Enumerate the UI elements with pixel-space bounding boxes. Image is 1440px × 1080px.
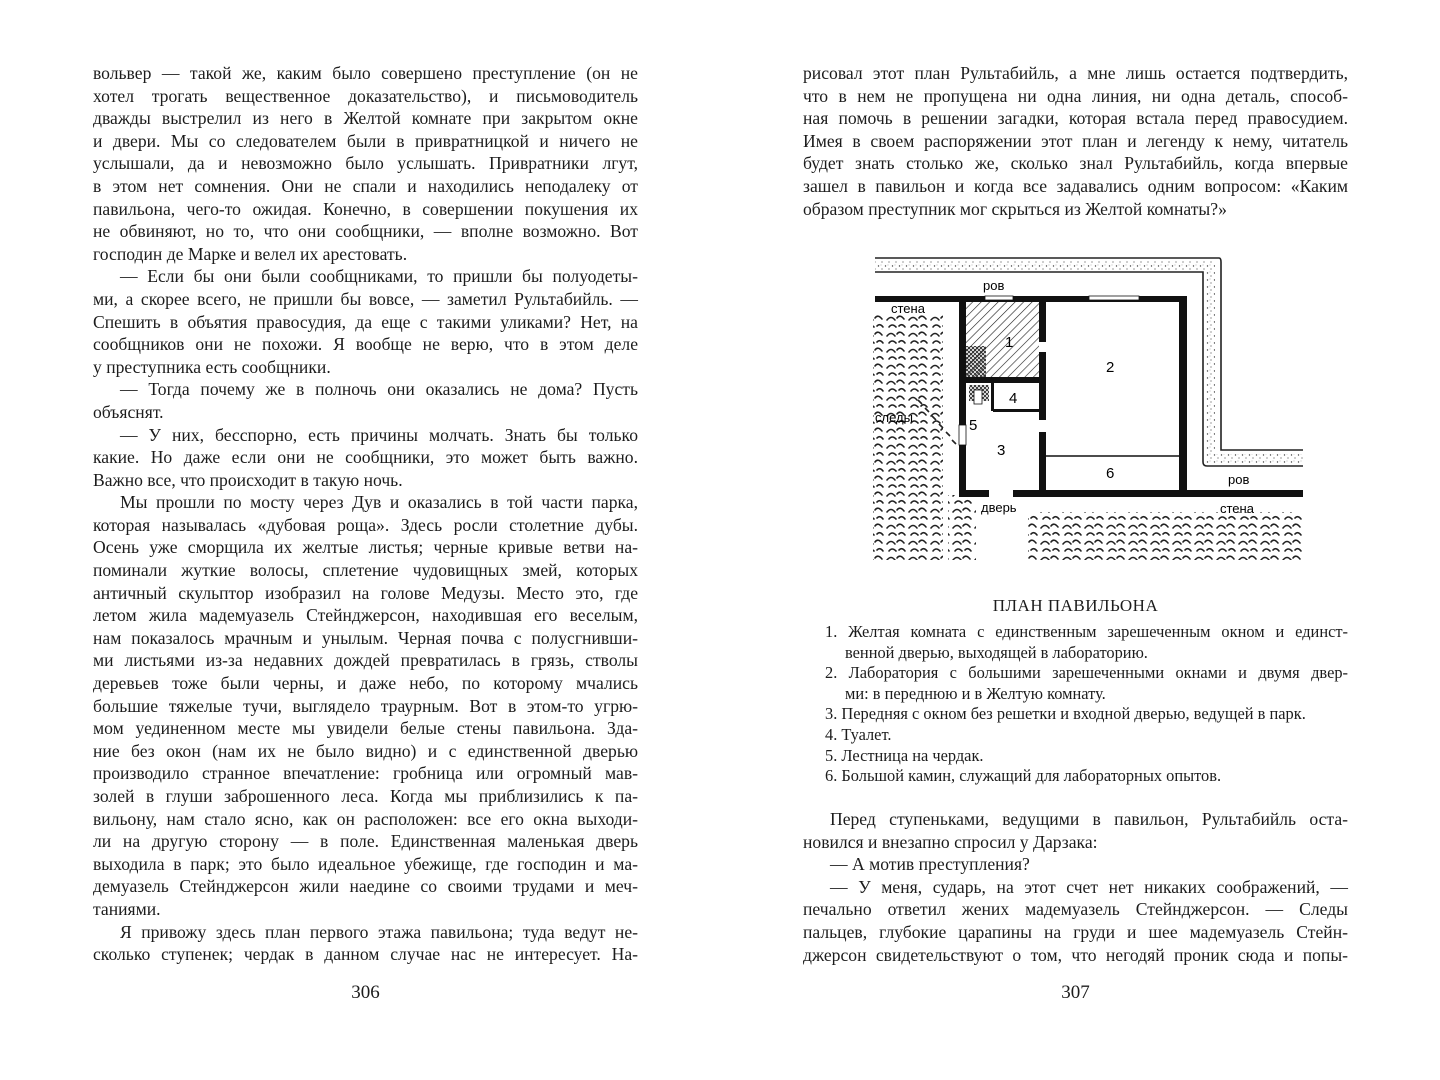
- text-line: мом уединенном месте мы увидели белые стены павильона. Зда-: [93, 718, 638, 739]
- text-line: Я привожу здесь план первого этажа павильона; туда ведут не-: [120, 921, 638, 942]
- page-number-left: 306: [351, 982, 380, 1003]
- text-line: выходила в парк; это было идеальное убежище, где господин и ма-: [93, 853, 638, 874]
- text-line: объяснят.: [93, 401, 164, 422]
- text-line: Имея в своем распоряжении этот план и легенду к нему, читатель: [803, 130, 1348, 151]
- page-number-right: 307: [1061, 982, 1090, 1003]
- legend-item: 6. Большой камин, служащий для лабораторных опытов.: [825, 766, 1222, 786]
- text-line: господин де Марке и велел их арестовать.: [93, 243, 408, 264]
- room-label-5: 5: [969, 417, 978, 434]
- text-line: какие. Но даже если они не сообщники, это может быть важно.: [93, 447, 638, 468]
- text-line: ми, а скорее всего, не пришли бы вовсе, — заметил Рультабийль. —: [93, 288, 638, 309]
- room-label-1: 1: [1005, 334, 1014, 351]
- right-page-intro: [803, 62, 1348, 220]
- text-line: — У меня, сударь, на этот счет нет никаких соображений, —: [830, 876, 1348, 897]
- text-line: — Тогда почему же в полночь они оказались не дома? Пусть: [120, 379, 638, 400]
- text-line: деревьев тоже были черны, и даже небо, по которому мчались: [93, 673, 638, 694]
- label-door: дверь: [981, 500, 1017, 515]
- text-line: джерсон свидетельствуют о том, что негодяй проник сюда и попы-: [803, 944, 1348, 965]
- text-line: новился и внезапно спросил у Дарзака:: [803, 831, 1098, 852]
- text-line: в этом нет сомнения. Они не спали и находились неподалеку от: [93, 175, 638, 196]
- door-room-1: [1039, 342, 1046, 352]
- bushes-left: [873, 315, 943, 560]
- text-line: Важно все, что происходит в такую ночь.: [93, 469, 403, 490]
- text-line: поминали жуткие волосы, сплетение чудовищных змей, которых: [93, 560, 638, 581]
- text-line: сообщников они не похожи. Я вообще не верю, что в этом деле: [93, 334, 638, 355]
- text-line: зашел в павильон и когда все задавались одним вопросом: «Каким: [803, 175, 1348, 196]
- text-line: сколько ступенек; чердак в данном случае нас не интересует. На-: [93, 944, 638, 965]
- text-line: античный скульптор изобразил на голове Медузы. Место это, где: [93, 582, 638, 603]
- text-line: ние без окон (нам их не было видно) и с единственной дверью: [93, 740, 638, 761]
- bushes-bottom: [1028, 512, 1303, 560]
- window-room-1: [985, 296, 1013, 300]
- text-line: таниями.: [93, 898, 161, 919]
- text-line: Осень уже сморщила их желтые листья; черные кривые ветви на-: [93, 537, 638, 558]
- window-room-2: [1089, 296, 1139, 300]
- text-line: — Если бы они были сообщниками, то пришли бы полуодеты-: [120, 266, 638, 287]
- text-line: у преступника есть сообщники.: [93, 356, 331, 377]
- right-page-continuation: [803, 808, 1348, 966]
- left-page-body: [93, 62, 638, 966]
- legend-item: венной дверью, выходящей в лабораторию.: [845, 642, 1148, 662]
- text-line: которая называлась «дубовая роща». Здесь росли столетние дубы.: [93, 514, 638, 535]
- text-line: рисовал этот план Рультабийль, а мне лишь остается подтвердить,: [803, 63, 1348, 83]
- room-label-6: 6: [1106, 465, 1115, 482]
- label-footprints: следы: [875, 410, 913, 425]
- room-1-furniture: [966, 346, 986, 377]
- door-room-3: [1039, 420, 1046, 432]
- text-line: пальцев, глубокие царапины на груди и шее мадемуазель Стейн-: [803, 921, 1348, 942]
- room-label-2: 2: [1106, 359, 1115, 376]
- bushes-left-lower: [948, 495, 976, 560]
- text-line: образом преступник мог скрыться из Желтой комнаты?»: [803, 198, 1227, 219]
- text-line: демуазель Стейнджерсон жили наедине со своими трудами и меч-: [93, 876, 638, 897]
- legend-item: 3. Передняя с окном без решетки и входной дверью, ведущей в парк.: [825, 704, 1306, 724]
- text-line: и двери. Мы со следователем были в привратницкой и ничего не: [93, 130, 638, 151]
- text-line: Мы прошли по мосту через Дув и оказались в той части парка,: [120, 492, 638, 513]
- text-line: вольвер — такой же, каким было совершено преступление (он не: [93, 63, 638, 83]
- text-line: — А мотив преступления?: [830, 854, 1030, 875]
- legend-item: 4. Туалет.: [825, 724, 892, 744]
- room-label-3: 3: [997, 442, 1006, 459]
- label-moat-top: ров: [983, 278, 1005, 293]
- label-wall-left: стена: [891, 301, 925, 316]
- text-line: большие тяжелые тучи, выглядело траурным. Вот в этом-то угрю-: [93, 695, 638, 716]
- text-line: Перед ступеньками, ведущими в павильон, Рультабийль оста-: [830, 809, 1348, 829]
- room-label-4: 4: [1009, 390, 1018, 407]
- text-line: — У них, бесспорно, есть причины молчать. Знать бы только: [120, 424, 638, 445]
- figure-legend: [825, 622, 1348, 787]
- text-line: нам показалось мрачным и унылым. Черная почва с полусгнивши-: [93, 627, 638, 648]
- text-line: ли на другую сторону — в поле. Единственная маленькая дверь: [93, 831, 638, 852]
- text-line: летом жила мадемуазель Стейнджерсон, находившая его веселым,: [93, 605, 638, 626]
- text-line: ми листьями из-за недавних дождей превратилась в грязь, стволы: [93, 650, 638, 671]
- text-line: услышали, да и невозможно было услышать. Привратники лгут,: [93, 153, 638, 174]
- right-page: [803, 0, 1348, 1080]
- text-line: ная помочь в решении загадки, которая встала перед правосудием.: [803, 108, 1348, 129]
- text-line: павильона, чего-то ожидая. Конечно, в совершении покушения их: [93, 198, 638, 219]
- text-line: будет знать столько же, сколько знал Рультабийль, когда впервые: [803, 153, 1348, 174]
- label-wall-bottom: стена: [1220, 501, 1254, 516]
- text-line: печально ответил жених мадемуазель Стейнджерсон. — Следы: [803, 899, 1348, 920]
- legend-item: ми: в переднюю и в Желтую комнату.: [845, 683, 1106, 703]
- text-line: золей в глуши заброшенного леса. Когда мы приблизились к па-: [93, 786, 638, 806]
- left-page: [93, 0, 638, 1080]
- window-room-3: [959, 425, 966, 445]
- text-line: хотел трогать вещественное доказательство), и письмоводитель: [93, 85, 638, 106]
- label-moat-right: ров: [1228, 472, 1250, 487]
- text-line: что в нем не пропущена ни одна линия, ни одна деталь, способ-: [803, 85, 1348, 106]
- legend-item: 1. Желтая комната с единственным зарешеченным окном и единст-: [825, 622, 1348, 641]
- text-line: дважды выстрелил из него в Желтой комнате при закрытом окне: [93, 108, 638, 129]
- figure-caption: ПЛАН ПАВИЛЬОНА: [992, 596, 1159, 615]
- pavilion-floor-plan: [863, 250, 1303, 570]
- legend-item: 5. Лестница на чердак.: [825, 745, 984, 765]
- legend-item: 2. Лаборатория с большими зарешеченными окнами и двумя двер-: [825, 663, 1348, 683]
- text-line: производило странное впечатление: гробница или огромный мав-: [93, 763, 638, 784]
- text-line: вильону, нам стало ясно, как он расположен: все его окна выходи-: [93, 808, 638, 829]
- text-line: не обвиняют, но то, что они сообщники, — вполне возможно. Вот: [93, 221, 638, 242]
- text-line: Спешить в объятия правосудия, да еще с такими уликами? Нет, на: [93, 311, 638, 332]
